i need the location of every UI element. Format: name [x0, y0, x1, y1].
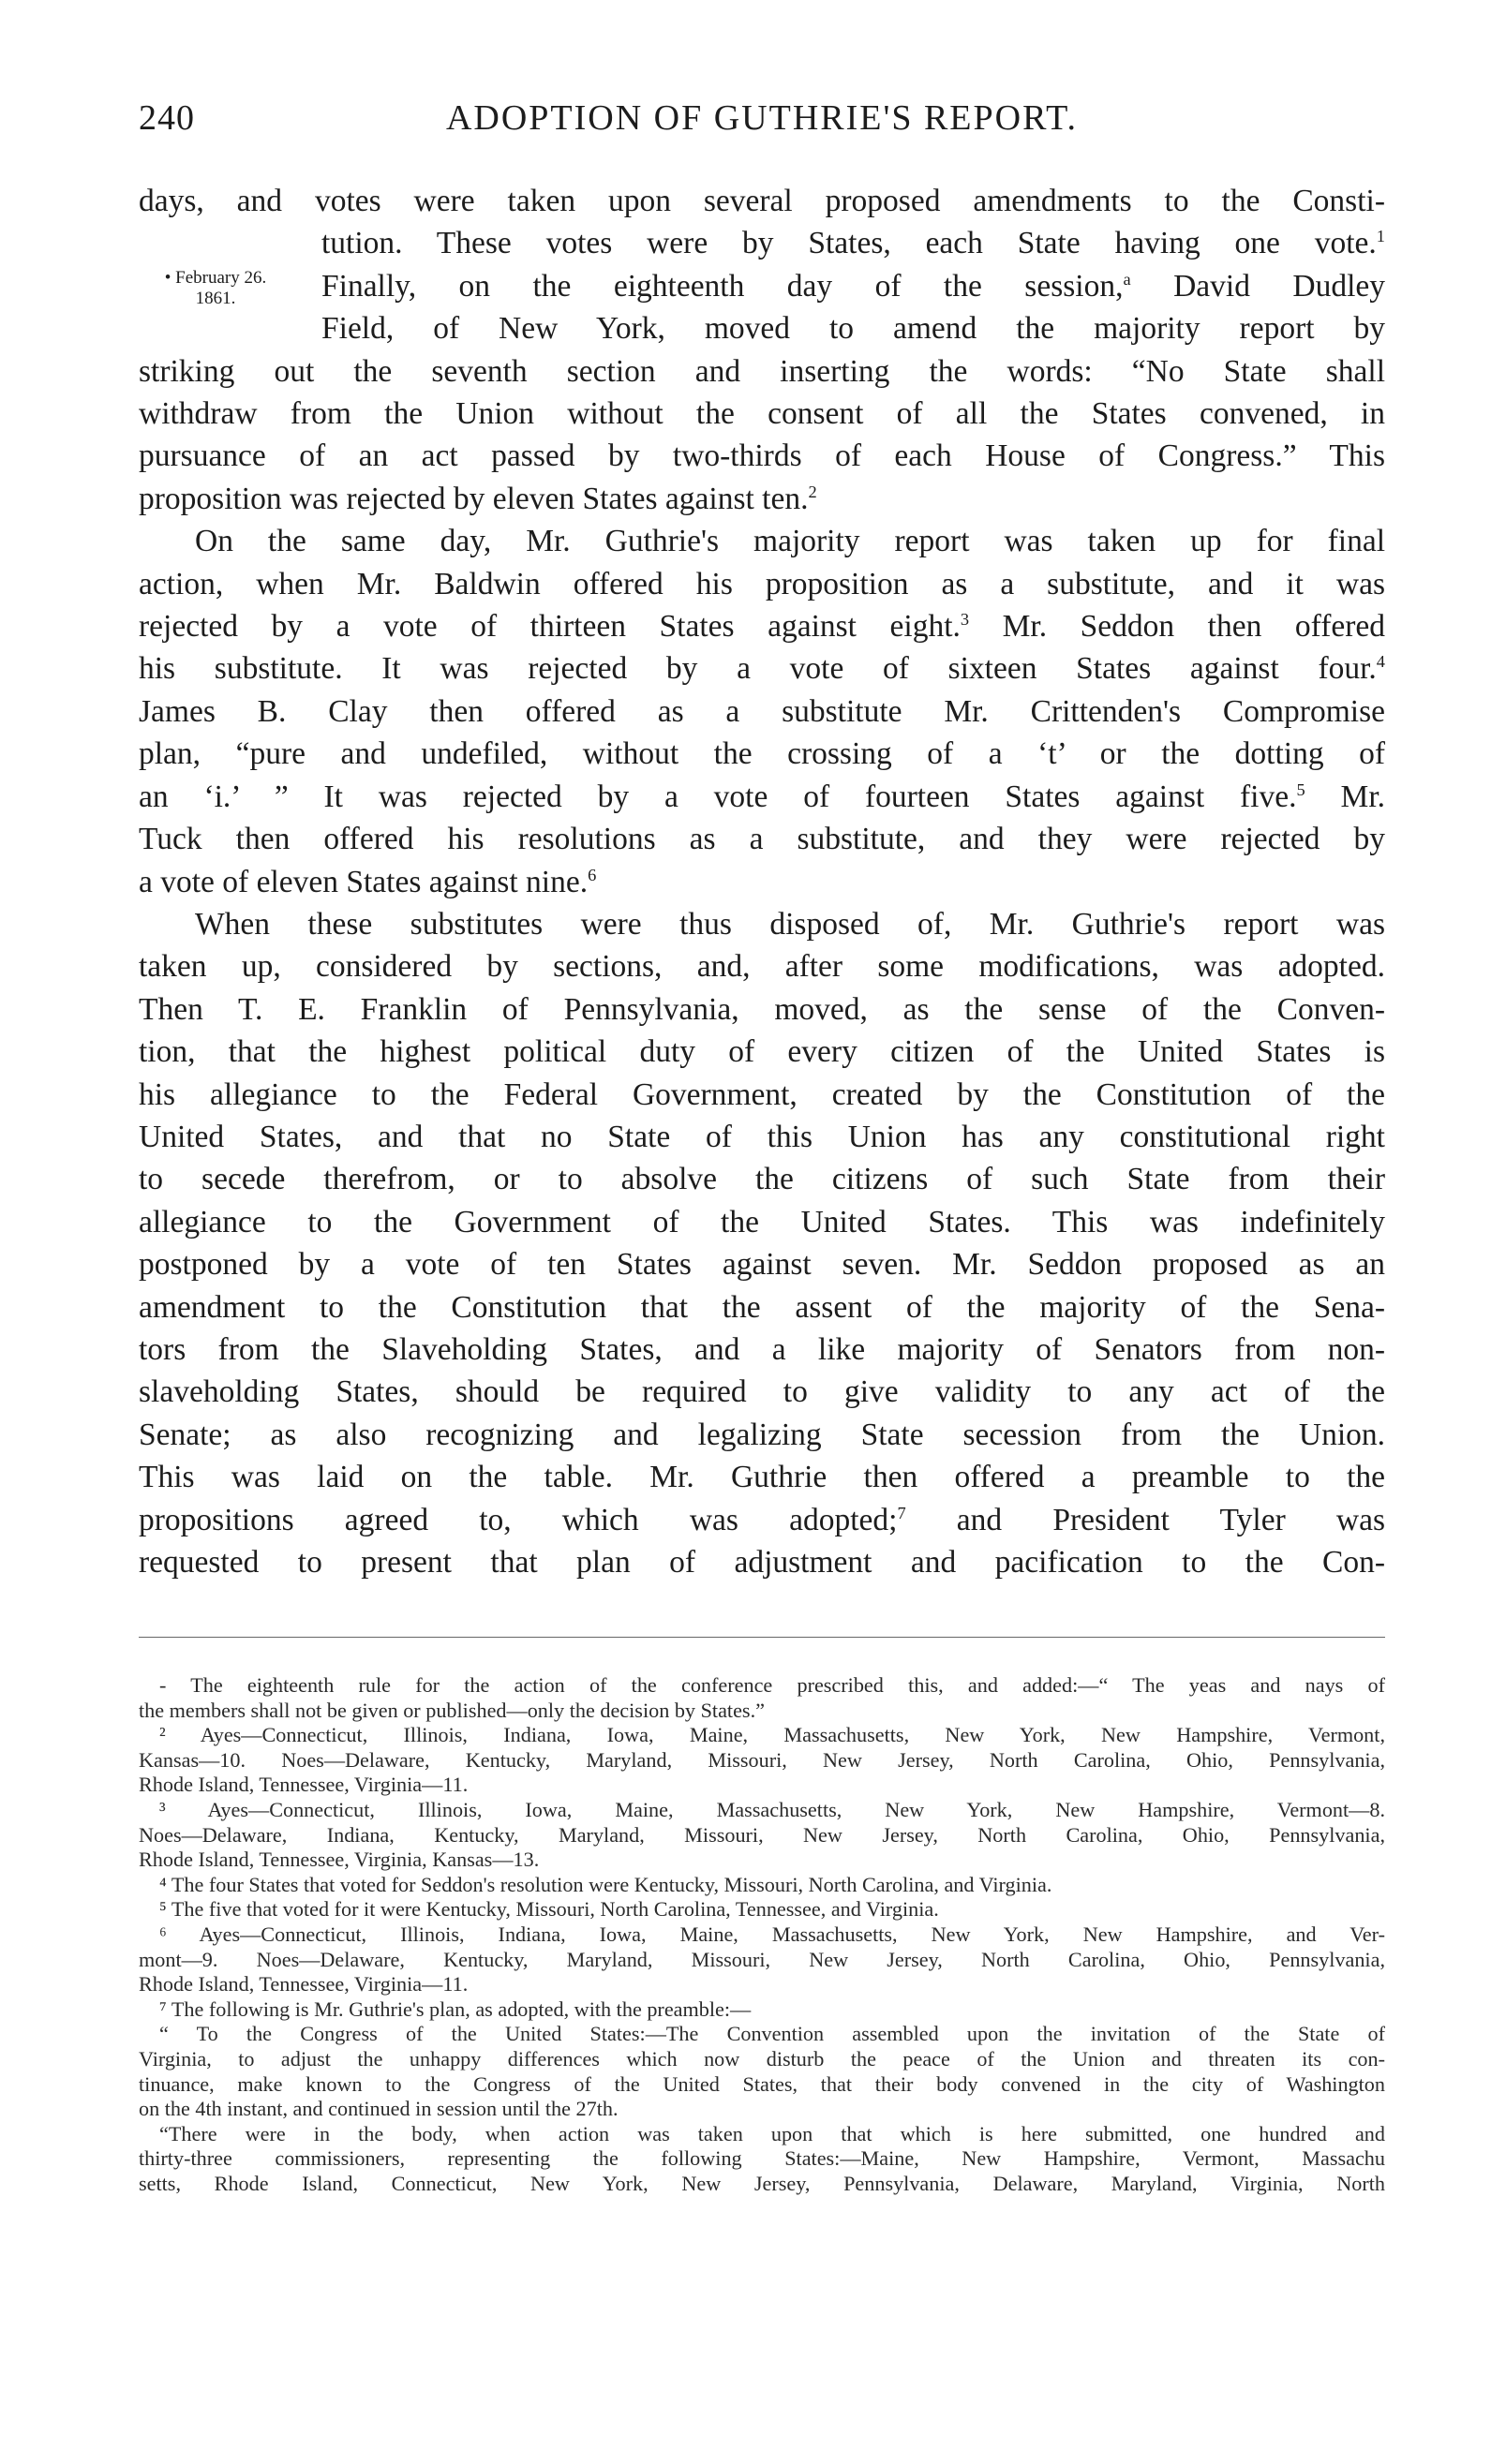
footnote-line: Rhode Island, Tennessee, Virginia—11. [139, 1972, 469, 1996]
running-title: ADOPTION OF GUTHRIE'S REPORT. [445, 98, 1079, 138]
footnote-ref: 7 [897, 1503, 906, 1522]
text-line: days, and votes were taken upon several proposed amendments to the Consti- [139, 184, 1385, 218]
footnote [139, 1723, 1385, 1798]
text-line: requested to present that plan of adjustment and pacification to the Con- [139, 1545, 1385, 1580]
footnote-line: tinuance, make known to the Congress of the United States, that their body convened in the city of Washington [139, 2071, 1385, 2096]
footnote-ref: 2 [808, 482, 817, 501]
text-line: propositions agreed to, which was adopted;$^7$ and President Tyler was [139, 1502, 1385, 1537]
text-line: taken up, considered by sections, and, after some modifications, was adopted. [139, 949, 1385, 985]
text-line: When these substitutes were thus disposed of, Mr. Guthrie's report was [195, 906, 1385, 942]
footnote-line: ² Ayes—Connecticut, Illinois, Indiana, Iowa, Maine, Massachusetts, New York, New Hampshire, Vermont, [159, 1723, 1385, 1747]
text-line: amendment to the Constitution that the assent of the majority of the Sena- [139, 1289, 1385, 1325]
footnote-line: Kansas—10. Noes—Delaware, Kentucky, Maryland, Missouri, New Jersey, North Carolina, Ohio, Pennsylvania, [139, 1747, 1385, 1772]
text-line: Field, of New York, moved to amend the majority report by [321, 311, 1385, 347]
footnote-line: Virginia, to adjust the unhappy differences which now disturb the peace of the Union and threaten its con- [139, 2046, 1385, 2071]
main-text [139, 180, 1385, 1583]
footnote-line: “There were in the body, when action was taken upon that which is here submitted, one hundred and [159, 2121, 1385, 2145]
text-line: tution. These votes were by States, each State having one vote.$^1$ [321, 226, 1385, 261]
text-line: This was laid on the table. Mr. Guthrie then offered a preamble to the [139, 1460, 1385, 1495]
text-line: action, when Mr. Baldwin offered his proposition as a substitute, and it was [139, 566, 1385, 601]
footnote-ref: 1 [1376, 227, 1385, 246]
text-line: On the same day, Mr. Guthrie's majority report was taken up for final [195, 524, 1385, 559]
footnotes [139, 1673, 1385, 2196]
footnote-ref: 5 [1296, 779, 1305, 799]
text-line: allegiance to the Government of the United States. This was indefinitely [139, 1204, 1385, 1239]
text-line: an ‘i.’ ” It was rejected by a vote of fourteen States against five.$^5$ Mr. [139, 779, 1386, 814]
text-line: United States, and that no State of this Union has any constitutional right [139, 1119, 1385, 1154]
footnote-ref: 3 [960, 609, 970, 629]
footnote-line: “ To the Congress of the United States:—The Convention assembled upon the invitation of the State of [159, 2022, 1385, 2046]
footnote [139, 1673, 1385, 1723]
footnote [139, 1922, 1385, 1997]
page-number: 240 [139, 98, 195, 138]
margin-note-line: 1861. [195, 289, 236, 308]
footnote [139, 1873, 1385, 1898]
footnote-ref: 4 [1376, 652, 1385, 672]
text-line: tors from the Slaveholding States, and a like majority of Senators from non- [139, 1331, 1385, 1367]
footnote-line: - The eighteenth rule for the action of the conference prescribed this, and added:—“ The yeas and nays of [159, 1673, 1385, 1697]
footnote-line: Noes—Delaware, Indiana, Kentucky, Maryland, Missouri, New Jersey, North Carolina, Ohio, Pennsylvania, [139, 1822, 1385, 1847]
text-line: Tuck then offered his resolutions as a substitute, and they were rejected by [139, 822, 1385, 857]
footnote-line: mont—9. Noes—Delaware, Kentucky, Maryland, Missouri, New Jersey, North Carolina, Ohio, Pennsylvania, [139, 1947, 1385, 1971]
footnote [139, 1798, 1385, 1873]
footnote-line: ³ Ayes—Connecticut, Illinois, Iowa, Maine, Massachusetts, New York, New Hampshire, Vermont—8. [159, 1797, 1385, 1821]
text-line: proposition was rejected by eleven States against ten.$^2$ [139, 481, 817, 516]
footnote-line: ⁴ The four States that voted for Seddon's resolution were Kentucky, Missouri, North Carolina, and Virginia. [159, 1872, 1052, 1896]
text-line: withdraw from the Union without the consent of all the States convened, in [139, 396, 1385, 432]
text-line: striking out the seventh section and inserting the words: “No State shall [139, 353, 1385, 389]
text-line: James B. Clay then offered as a substitute Mr. Crittenden's Compromise [139, 693, 1385, 729]
footnote-line: ⁷ The following is Mr. Guthrie's plan, as adopted, with the preamble:— [159, 1996, 752, 2021]
footnote-line: the members shall not be given or published—only the decision by States.” [139, 1698, 765, 1722]
footnote-line: thirty-three commissioners, representing the following States:—Maine, New Hampshire, Vermont, Massachu [139, 2146, 1385, 2171]
text-line: tion, that the highest political duty of every citizen of the United States is [139, 1034, 1385, 1070]
text-line: Senate; as also recognizing and legalizing State secession from the Union. [139, 1417, 1385, 1452]
footnote-line: Rhode Island, Tennessee, Virginia—11. [139, 1773, 469, 1797]
footnote-divider [139, 1637, 1385, 1638]
text-line: postponed by a vote of ten States against seven. Mr. Seddon proposed as an [139, 1247, 1385, 1283]
text-line: plan, “pure and undefiled, without the crossing of a ‘t’ or the dotting of [139, 736, 1385, 772]
text-line: rejected by a vote of thirteen States against eight.$^3$ Mr. Seddon then offered [139, 609, 1385, 645]
footnote-ref: 6 [588, 865, 597, 884]
text-line: a vote of eleven States against nine.$^6$ [139, 864, 597, 899]
text-line: Finally, on the eighteenth day of the session,$^a$ David Dudley [321, 268, 1385, 304]
footnote-line: Rhode Island, Tennessee, Virginia, Kansas—13. [139, 1848, 540, 1872]
margin-ref: a [1123, 269, 1131, 289]
text-line: slaveholding States, should be required to give validity to any act of the [139, 1374, 1385, 1410]
margin-note-line: • February 26. [164, 268, 267, 288]
footnote-line: on the 4th instant, and continued in session until the 27th. [139, 2097, 619, 2121]
text-line: pursuance of an act passed by two-thirds of each House of Congress.” This [139, 438, 1385, 474]
page-header [139, 97, 1385, 154]
footnote [139, 1997, 1385, 2197]
footnote-line: setts, Rhode Island, Connecticut, New York, New Jersey, Pennsylvania, Delaware, Maryland, Virginia, North [139, 2171, 1385, 2195]
footnote-line: ⁶ Ayes—Connecticut, Illinois, Indiana, Iowa, Maine, Massachusetts, New York, New Hampshire, and Ver- [159, 1922, 1385, 1946]
text-line: his allegiance to the Federal Government, created by the Constitution of the [139, 1076, 1385, 1112]
text-line: his substitute. It was rejected by a vote of sixteen States against four.$^4$ [139, 651, 1385, 687]
text-line: Then T. E. Franklin of Pennsylvania, moved, as the sense of the Conven- [139, 991, 1385, 1027]
footnote-line: ⁵ The five that voted for it were Kentucky, Missouri, North Carolina, Tennessee, and Virginia. [159, 1897, 939, 1922]
text-line: to secede therefrom, or to absolve the citizens of such State from their [139, 1162, 1385, 1197]
footnote [139, 1897, 1385, 1922]
